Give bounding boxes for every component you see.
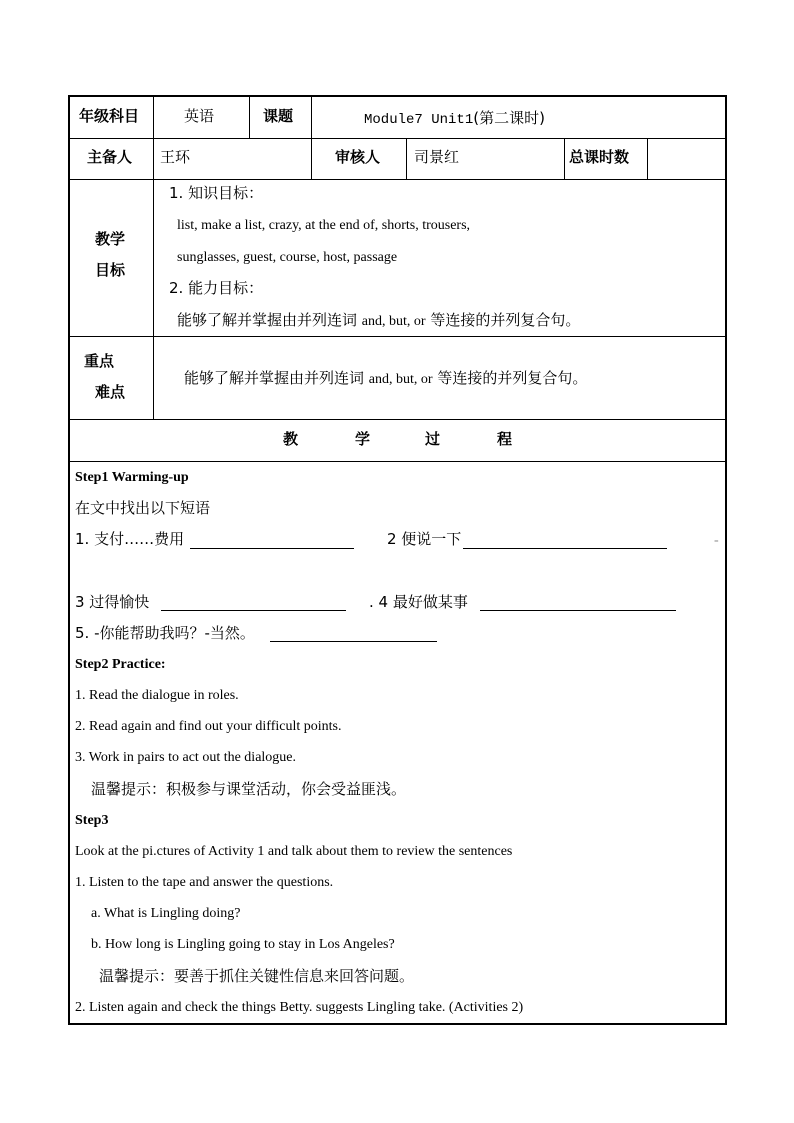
step1-q1: 1. 支付……费用 bbox=[75, 530, 185, 548]
row-divider bbox=[70, 461, 725, 462]
knowledge-goal-line-2: sunglasses, guest, course, host, passage bbox=[177, 250, 398, 265]
knowledge-goal-title: 1. 知识目标： bbox=[169, 184, 264, 202]
col-divider bbox=[249, 97, 250, 138]
process-char-3: 过 bbox=[425, 430, 441, 448]
preparer-label: 主备人 bbox=[87, 148, 133, 166]
answer-blank-5[interactable] bbox=[270, 641, 437, 642]
step2-tip: 温馨提示：积极参与课堂活动，你会受益匪浅。 bbox=[91, 780, 407, 798]
col-divider bbox=[564, 138, 565, 179]
step1-q3: 3 过得愉快 bbox=[75, 593, 150, 611]
step2-item-1: 1. Read the dialogue in roles. bbox=[75, 688, 239, 703]
answer-blank-3[interactable] bbox=[161, 610, 346, 611]
answer-blank-1[interactable] bbox=[190, 548, 354, 549]
key-points-label-2: 难点 bbox=[95, 383, 126, 401]
key-points-text: 能够了解并掌握由并列连词 and, but, or 等连接的并列复合句。 bbox=[184, 369, 588, 387]
ability-goal-text: 能够了解并掌握由并列连词 and, but, or 等连接的并列复合句。 bbox=[177, 311, 581, 329]
col-divider bbox=[647, 138, 648, 179]
objectives-label-2: 目标 bbox=[95, 261, 126, 279]
step3-question-a: a. What is Lingling doing? bbox=[91, 906, 241, 921]
answer-blank-2[interactable] bbox=[463, 548, 667, 549]
row-divider bbox=[70, 336, 725, 337]
col-divider bbox=[153, 138, 154, 179]
reviewer-value: 司景红 bbox=[414, 148, 460, 166]
col-divider bbox=[153, 97, 154, 138]
topic-value-en: Module7 Unit1 bbox=[364, 112, 474, 128]
topic-value bbox=[364, 110, 545, 127]
stray-mark: - bbox=[714, 533, 719, 548]
step3-item-1: 1. Listen to the tape and answer the questions. bbox=[75, 875, 334, 890]
col-divider bbox=[406, 138, 407, 179]
reviewer-label: 审核人 bbox=[335, 148, 381, 166]
step1-q5: 5. -你能帮助我吗？-当然。 bbox=[75, 624, 255, 642]
ability-goal-title: 2. 能力目标： bbox=[169, 279, 264, 297]
col-divider bbox=[153, 179, 154, 419]
step3-intro: Look at the pi.ctures of Activity 1 and talk about them to review the sentences bbox=[75, 844, 513, 859]
row-divider bbox=[70, 138, 725, 139]
step1-instruction: 在文中找出以下短语 bbox=[75, 499, 211, 517]
step1-q2: 2 便说一下 bbox=[387, 530, 462, 548]
objectives-label-1: 教学 bbox=[95, 230, 126, 248]
key-points-label-1: 重点 bbox=[84, 352, 115, 370]
step3-question-b: b. How long is Lingling going to stay in Los Angeles? bbox=[91, 937, 395, 952]
step3-tip: 温馨提示：要善于抓住关键性信息来回答问题。 bbox=[99, 967, 415, 985]
subject-value: 英语 bbox=[184, 107, 215, 125]
answer-blank-4[interactable] bbox=[480, 610, 676, 611]
grade-subject-label: 年级科目 bbox=[79, 107, 140, 125]
total-hours-label: 总课时数 bbox=[569, 148, 630, 166]
preparer-value: 王环 bbox=[160, 148, 191, 166]
row-divider bbox=[70, 419, 725, 420]
step1-q4: . 4 最好做某事 bbox=[369, 593, 468, 611]
step2-item-3: 3. Work in pairs to act out the dialogue. bbox=[75, 750, 297, 765]
col-divider bbox=[311, 97, 312, 138]
col-divider bbox=[311, 138, 312, 179]
step2-item-2: 2. Read again and find out your difficult points. bbox=[75, 719, 342, 734]
process-char-2: 学 bbox=[355, 430, 371, 448]
row-divider bbox=[70, 179, 725, 180]
knowledge-goal-line-1: list, make a list, crazy, at the end of, shorts, trousers, bbox=[177, 218, 471, 233]
process-char-4: 程 bbox=[497, 430, 513, 448]
step3-item-2: 2. Listen again and check the things Betty. suggests Lingling take. (Activities 2) bbox=[75, 1000, 524, 1015]
step1-title: Step1 Warming-up bbox=[75, 470, 189, 485]
topic-value-cn: (第二课时) bbox=[473, 109, 545, 127]
process-char-1: 教 bbox=[283, 430, 299, 448]
step2-title: Step2 Practice: bbox=[75, 657, 166, 672]
step3-title: Step3 bbox=[75, 813, 109, 828]
topic-label: 课题 bbox=[263, 107, 294, 125]
